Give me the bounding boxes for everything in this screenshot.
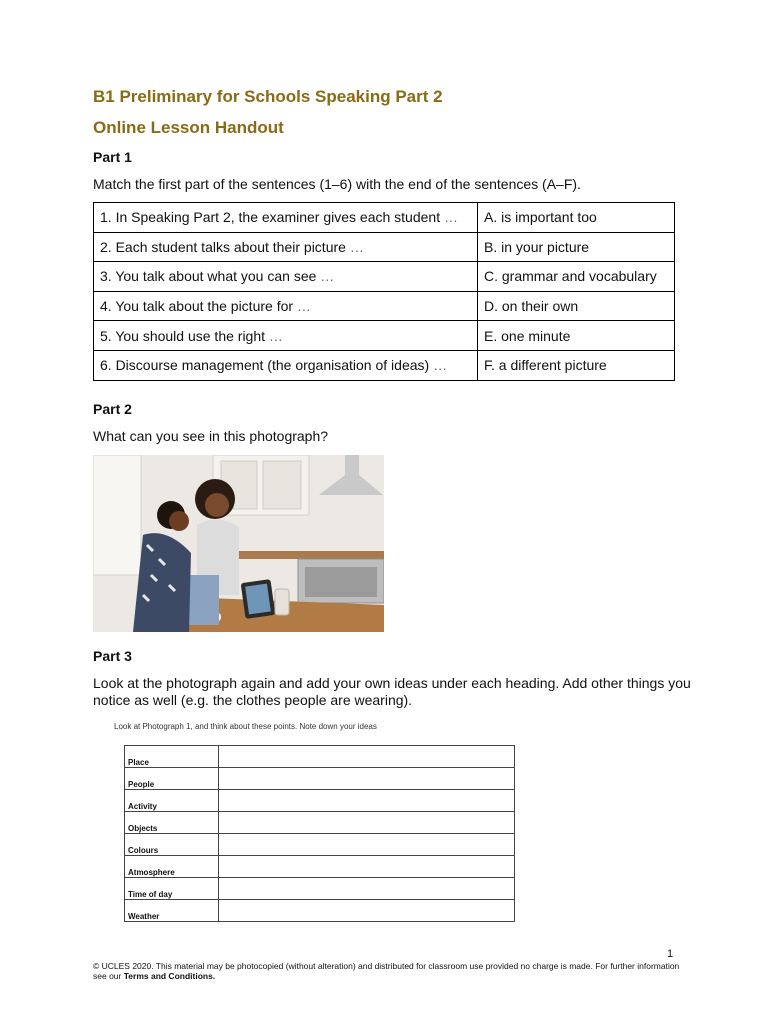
table-row (94, 262, 675, 292)
table-row (94, 203, 675, 233)
idea-label: Time of day (125, 878, 219, 900)
sentence-end: E. one minute (478, 321, 675, 351)
terms-link[interactable]: Terms and Conditions. (123, 971, 216, 981)
kitchen-photograph (93, 455, 384, 632)
idea-answer-cell[interactable] (219, 878, 515, 900)
part1-instruction: Match the first part of the sentences (1–6) with the end of the sentences (A–F). (93, 176, 581, 192)
idea-label: Atmosphere (125, 856, 219, 878)
part3-heading: Part 3 (93, 648, 132, 664)
copyright-footer (93, 961, 683, 981)
table-row (125, 900, 515, 922)
part1-heading: Part 1 (93, 149, 132, 165)
table-row (125, 746, 515, 768)
idea-label: Place (125, 746, 219, 768)
table-row (94, 232, 675, 262)
idea-answer-cell[interactable] (219, 900, 515, 922)
sentence-start: 2. Each student talks about their picture … (94, 232, 478, 262)
table-row (125, 768, 515, 790)
idea-answer-cell[interactable] (219, 856, 515, 878)
sentence-start: 5. You should use the right … (94, 321, 478, 351)
sentence-start: 6. Discourse management (the organisation of ideas) … (94, 350, 478, 380)
sentence-end: F. a different picture (478, 350, 675, 380)
page-subtitle: Online Lesson Handout (93, 118, 284, 137)
part2-heading: Part 2 (93, 401, 132, 417)
footer-text: © UCLES 2020. This material may be photocopied (without alteration) and distributed for classroom use provided no charge is made. For further information see our (93, 961, 680, 981)
idea-label: People (125, 768, 219, 790)
idea-label: Objects (125, 812, 219, 834)
idea-answer-cell[interactable] (219, 746, 515, 768)
table-row (94, 321, 675, 351)
table-row (94, 350, 675, 380)
sentence-end: B. in your picture (478, 232, 675, 262)
table-row (125, 878, 515, 900)
sentence-end: C. grammar and vocabulary (478, 262, 675, 292)
sentence-start: 1. In Speaking Part 2, the examiner gives each student … (94, 203, 478, 233)
part3-instruction: Look at the photograph again and add your own ideas under each heading. Add other things you notice as well (e.g. the clothes people are wearing). (93, 675, 691, 708)
table-row (125, 834, 515, 856)
idea-label: Activity (125, 790, 219, 812)
matching-table (93, 202, 675, 381)
page-number: 1 (667, 948, 674, 960)
idea-answer-cell[interactable] (219, 768, 515, 790)
table-row (94, 291, 675, 321)
idea-label: Weather (125, 900, 219, 922)
idea-answer-cell[interactable] (219, 834, 515, 856)
sentence-end: A. is important too (478, 203, 675, 233)
idea-label: Colours (125, 834, 219, 856)
sentence-start: 4. You talk about the picture for … (94, 291, 478, 321)
ideas-table (124, 745, 515, 922)
table-row (125, 790, 515, 812)
page-title: B1 Preliminary for Schools Speaking Part 2 (93, 87, 443, 106)
part2-question: What can you see in this photograph? (93, 428, 329, 444)
sentence-start: 3. You talk about what you can see … (94, 262, 478, 292)
table-row (125, 856, 515, 878)
idea-answer-cell[interactable] (219, 790, 515, 812)
ideas-note: Look at Photograph 1, and think about these points. Note down your ideas (114, 722, 377, 731)
idea-answer-cell[interactable] (219, 812, 515, 834)
table-row (125, 812, 515, 834)
sentence-end: D. on their own (478, 291, 675, 321)
